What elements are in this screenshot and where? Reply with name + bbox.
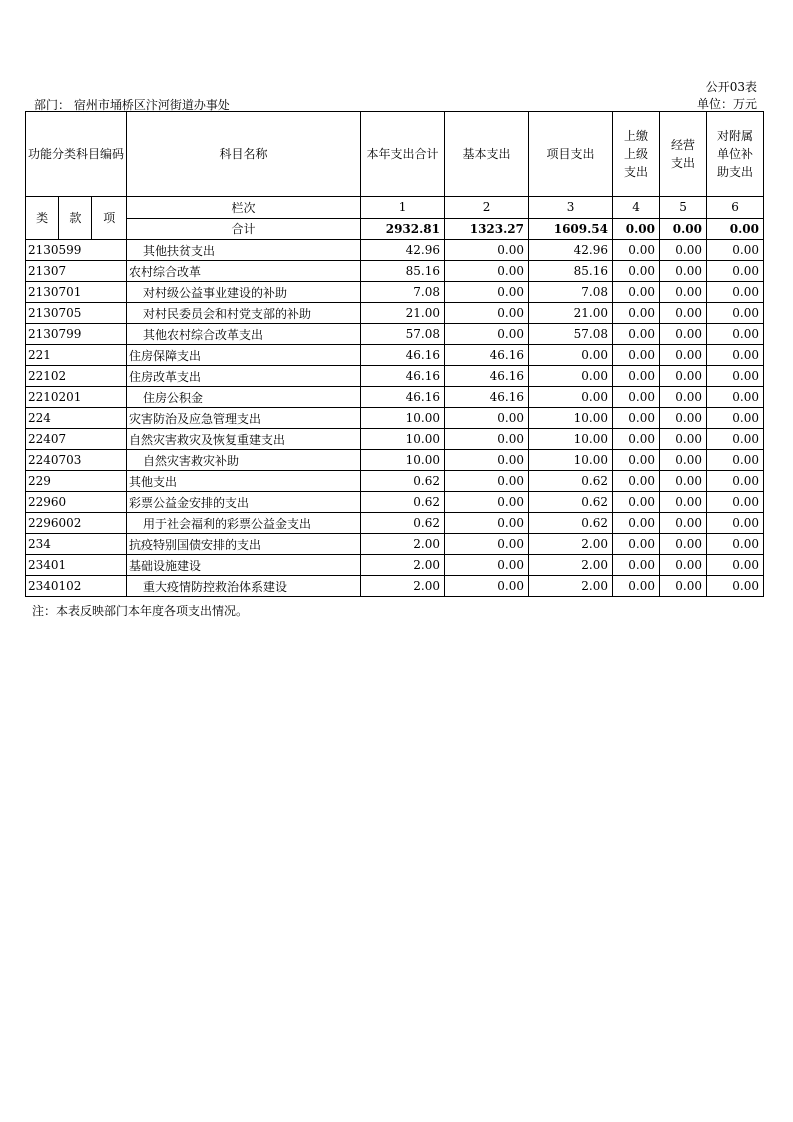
amount-cell: 0.00: [707, 429, 764, 450]
amount-cell: 0.00: [445, 471, 529, 492]
amount-cell: 0.00: [613, 387, 660, 408]
table-row: [26, 492, 764, 513]
subject-name: 其他支出: [127, 471, 361, 492]
subject-code: 2240703: [26, 450, 127, 471]
amount-cell: 7.08: [361, 282, 445, 303]
amount-cell: 0.00: [445, 513, 529, 534]
subject-name: 对村民委员会和村党支部的补助: [127, 303, 361, 324]
subsidy-header: 对附属单位补助支出: [707, 112, 764, 197]
index-cell: 3: [529, 197, 613, 219]
amount-cell: 0.00: [660, 366, 707, 387]
amount-cell: 0.00: [613, 471, 660, 492]
amount-cell: 2.00: [529, 576, 613, 597]
subject-code: 23401: [26, 555, 127, 576]
table-row: [26, 366, 764, 387]
amount-cell: 7.08: [529, 282, 613, 303]
amount-cell: 0.00: [613, 576, 660, 597]
header-row: [26, 112, 764, 197]
amount-cell: 0.00: [529, 366, 613, 387]
amount-cell: 0.00: [613, 366, 660, 387]
subject-code: 21307: [26, 261, 127, 282]
subject-name: 其他农村综合改革支出: [127, 324, 361, 345]
amount-cell: 0.00: [445, 261, 529, 282]
amount-cell: 0.00: [613, 282, 660, 303]
lei-header: 类: [26, 197, 59, 240]
total-row: [26, 218, 764, 240]
amount-cell: 0.62: [529, 513, 613, 534]
amount-cell: 0.00: [445, 429, 529, 450]
amount-cell: 0.00: [707, 450, 764, 471]
amount-cell: 0.00: [613, 303, 660, 324]
amount-cell: 46.16: [445, 366, 529, 387]
subject-code: 234: [26, 534, 127, 555]
index-cell: 1: [361, 197, 445, 219]
amount-cell: 0.00: [660, 576, 707, 597]
unit-label: 单位：万元: [696, 97, 757, 111]
amount-cell: 0.00: [707, 576, 764, 597]
amount-cell: 0.00: [660, 240, 707, 261]
amount-cell: 21.00: [529, 303, 613, 324]
amount-cell: 0.00: [613, 240, 660, 261]
table-row: [26, 282, 764, 303]
total-header: 本年支出合计: [361, 112, 445, 197]
amount-cell: 0.00: [707, 492, 764, 513]
subject-name: 基础设施建设: [127, 555, 361, 576]
table-row: [26, 429, 764, 450]
amount-cell: 10.00: [529, 429, 613, 450]
amount-cell: 0.00: [445, 303, 529, 324]
index-cell: 5: [660, 197, 707, 219]
name-header: 科目名称: [127, 112, 361, 197]
amount-cell: 0.00: [445, 450, 529, 471]
amount-cell: 0.00: [707, 261, 764, 282]
expenditure-table: [25, 111, 764, 597]
amount-cell: 0.00: [445, 492, 529, 513]
amount-cell: 0.00: [660, 261, 707, 282]
table-row: [26, 450, 764, 471]
amount-cell: 0.00: [445, 534, 529, 555]
amount-cell: 46.16: [445, 387, 529, 408]
amount-cell: 0.00: [613, 534, 660, 555]
amount-cell: 0.00: [613, 513, 660, 534]
subject-code: 221: [26, 345, 127, 366]
subject-name: 自然灾害救灾及恢复重建支出: [127, 429, 361, 450]
amount-cell: 0.00: [660, 450, 707, 471]
subject-name: 住房改革支出: [127, 366, 361, 387]
subject-name: 用于社会福利的彩票公益金支出: [127, 513, 361, 534]
operation-header: 经营支出: [660, 112, 707, 197]
amount-cell: 2.00: [529, 555, 613, 576]
upper-header: 上缴上级支出: [613, 112, 660, 197]
subject-name: 农村综合改革: [127, 261, 361, 282]
amount-cell: 57.08: [361, 324, 445, 345]
amount-cell: 0.00: [660, 345, 707, 366]
amount-cell: 0.00: [445, 324, 529, 345]
subject-code: 2296002: [26, 513, 127, 534]
subject-code: 22407: [26, 429, 127, 450]
amount-cell: 0.00: [660, 471, 707, 492]
table-row: [26, 240, 764, 261]
table-row: [26, 555, 764, 576]
amount-cell: 57.08: [529, 324, 613, 345]
amount-cell: 2.00: [529, 534, 613, 555]
subject-code: 22102: [26, 366, 127, 387]
table-row: [26, 408, 764, 429]
amount-cell: 0.00: [660, 387, 707, 408]
amount-cell: 0.00: [707, 303, 764, 324]
amount-cell: 0.00: [529, 345, 613, 366]
amount-cell: 0.00: [445, 240, 529, 261]
amount-cell: 0.00: [613, 429, 660, 450]
amount-cell: 42.96: [529, 240, 613, 261]
xiang-header: 项: [92, 197, 127, 240]
subject-code: 2340102: [26, 576, 127, 597]
index-cell: 2: [445, 197, 529, 219]
total-value: 0.00: [707, 218, 764, 240]
basic-header: 基本支出: [445, 112, 529, 197]
table-row: [26, 513, 764, 534]
amount-cell: 0.00: [707, 555, 764, 576]
amount-cell: 0.00: [613, 450, 660, 471]
amount-cell: 0.00: [613, 324, 660, 345]
amount-cell: 0.00: [707, 366, 764, 387]
amount-cell: 0.62: [529, 492, 613, 513]
amount-cell: 85.16: [529, 261, 613, 282]
subject-name: 抗疫特别国债安排的支出: [127, 534, 361, 555]
subject-name: 住房保障支出: [127, 345, 361, 366]
subject-code: 2130799: [26, 324, 127, 345]
amount-cell: 0.00: [707, 408, 764, 429]
amount-cell: 0.00: [613, 555, 660, 576]
amount-cell: 0.00: [613, 408, 660, 429]
table-row: [26, 303, 764, 324]
amount-cell: 2.00: [361, 576, 445, 597]
amount-cell: 0.00: [613, 492, 660, 513]
amount-cell: 0.00: [613, 345, 660, 366]
amount-cell: 0.00: [660, 492, 707, 513]
total-value: 0.00: [613, 218, 660, 240]
table-row: [26, 576, 764, 597]
amount-cell: 46.16: [361, 345, 445, 366]
amount-cell: 0.62: [361, 471, 445, 492]
subject-name: 自然灾害救灾补助: [127, 450, 361, 471]
subject-code: 2130599: [26, 240, 127, 261]
subject-code: 2130705: [26, 303, 127, 324]
header-right: [697, 79, 757, 113]
amount-cell: 46.16: [445, 345, 529, 366]
amount-cell: 0.00: [445, 555, 529, 576]
amount-cell: 2.00: [361, 534, 445, 555]
amount-cell: 0.00: [529, 387, 613, 408]
table-row: [26, 534, 764, 555]
amount-cell: 0.00: [707, 345, 764, 366]
amount-cell: 0.00: [660, 555, 707, 576]
subject-name: 住房公积金: [127, 387, 361, 408]
subject-name: 其他扶贫支出: [127, 240, 361, 261]
amount-cell: 42.96: [361, 240, 445, 261]
amount-cell: 0.00: [445, 282, 529, 303]
amount-cell: 0.00: [707, 471, 764, 492]
amount-cell: 46.16: [361, 387, 445, 408]
amount-cell: 0.00: [707, 534, 764, 555]
amount-cell: 0.00: [660, 513, 707, 534]
amount-cell: 0.62: [361, 492, 445, 513]
total-value: 1609.54: [529, 218, 613, 240]
amount-cell: 0.00: [707, 324, 764, 345]
amount-cell: 0.00: [707, 240, 764, 261]
subject-code: 2130701: [26, 282, 127, 303]
total-value: 1323.27: [445, 218, 529, 240]
amount-cell: 0.00: [660, 282, 707, 303]
dept-name: 宿州市埇桥区汴河街道办事处: [73, 98, 230, 112]
amount-cell: 21.00: [361, 303, 445, 324]
subject-code: 224: [26, 408, 127, 429]
total-value: 2932.81: [361, 218, 445, 240]
total-label: 合计: [127, 218, 361, 240]
amount-cell: 10.00: [529, 408, 613, 429]
index-label: 栏次: [127, 197, 361, 219]
subject-code: 22960: [26, 492, 127, 513]
project-header: 项目支出: [529, 112, 613, 197]
subject-name: 重大疫情防控救治体系建设: [127, 576, 361, 597]
amount-cell: 10.00: [361, 429, 445, 450]
total-value: 0.00: [660, 218, 707, 240]
index-cell: 6: [707, 197, 764, 219]
amount-cell: 10.00: [361, 450, 445, 471]
subject-code: 229: [26, 471, 127, 492]
table-row: [26, 471, 764, 492]
amount-cell: 0.00: [660, 303, 707, 324]
index-cell: 4: [613, 197, 660, 219]
amount-cell: 0.62: [529, 471, 613, 492]
table-row: [26, 345, 764, 366]
amount-cell: 0.00: [707, 513, 764, 534]
table-row: [26, 387, 764, 408]
subject-code: 2210201: [26, 387, 127, 408]
amount-cell: 46.16: [361, 366, 445, 387]
amount-cell: 0.00: [445, 408, 529, 429]
dept-label: 部门：: [34, 98, 71, 112]
amount-cell: 0.62: [361, 513, 445, 534]
amount-cell: 2.00: [361, 555, 445, 576]
amount-cell: 0.00: [660, 429, 707, 450]
footnote: 注：本表反映部门本年度各项支出情况。: [32, 604, 249, 618]
amount-cell: 0.00: [660, 324, 707, 345]
amount-cell: 0.00: [613, 261, 660, 282]
amount-cell: 0.00: [660, 534, 707, 555]
amount-cell: 85.16: [361, 261, 445, 282]
amount-cell: 0.00: [707, 387, 764, 408]
kuan-header: 款: [59, 197, 92, 240]
table-row: [26, 261, 764, 282]
amount-cell: 0.00: [660, 408, 707, 429]
amount-cell: 10.00: [529, 450, 613, 471]
subject-name: 彩票公益金安排的支出: [127, 492, 361, 513]
amount-cell: 0.00: [445, 576, 529, 597]
index-row: [26, 197, 764, 219]
subject-name: 对村级公益事业建设的补助: [127, 282, 361, 303]
amount-cell: 10.00: [361, 408, 445, 429]
code-group-header: 功能分类科目编码: [26, 112, 127, 197]
subject-name: 灾害防治及应急管理支出: [127, 408, 361, 429]
table-id: 公开03表: [705, 80, 757, 94]
amount-cell: 0.00: [707, 282, 764, 303]
table-row: [26, 324, 764, 345]
